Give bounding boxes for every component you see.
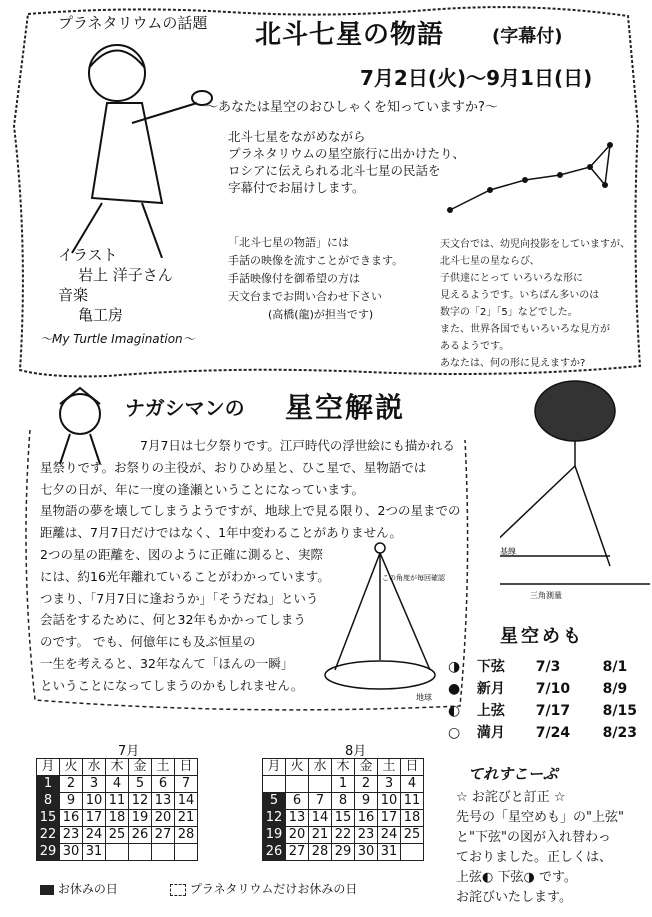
day-cell [152, 844, 175, 861]
baseline-label: 基線 [500, 547, 516, 556]
day-cell: 7 [309, 793, 332, 810]
parallax-diagram [320, 540, 450, 710]
dipper-shape-note [440, 236, 630, 372]
body-line: 星祭りです。お祭りの主役が、おりひめ星と、ひこ星で、星物語では [40, 459, 427, 475]
note-line: 数字の「2」「5」などでした。 [440, 307, 578, 318]
phase-date-july: 7/17 [535, 703, 571, 719]
day-cell: 13 [286, 810, 309, 827]
day-cell: 5 [263, 793, 286, 810]
body-line: つまり、「7月7日に逢おうか」「そうだね」という [40, 590, 319, 606]
day-cell: 14 [175, 793, 198, 810]
note-line: 子供達にとって いろいろな形に [440, 273, 583, 284]
calendar-week [263, 776, 424, 793]
phase-date-aug: 8/9 [602, 681, 628, 697]
day-cell: 1 [37, 776, 60, 793]
weekday: 月 [263, 759, 286, 776]
phase-name: 上弦 [476, 703, 505, 719]
day-cell: 26 [263, 844, 286, 861]
moon-phase-table [448, 656, 638, 746]
page-title: 北斗七星の物語 [255, 20, 445, 50]
day-cell: 22 [332, 827, 355, 844]
calendar-week [37, 844, 198, 861]
day-cell: 24 [83, 827, 106, 844]
calendar-header-row [37, 759, 198, 776]
last-quarter-icon: ◑ [448, 659, 461, 675]
date-range: 7月2日(火)〜9月1日(日) [360, 66, 593, 90]
day-cell: 21 [175, 810, 198, 827]
day-cell: 25 [401, 827, 424, 844]
day-cell: 30 [355, 844, 378, 861]
weekday: 土 [378, 759, 401, 776]
day-cell: 5 [129, 776, 152, 793]
legend-planetarium-label: プラネタリウムだけお休みの日 [189, 882, 358, 896]
weekday: 月 [37, 759, 60, 776]
day-cell: 14 [309, 810, 332, 827]
day-cell: 13 [152, 793, 175, 810]
music-label: 音楽 [58, 286, 89, 304]
corrections-title: てれすこーぷ [468, 765, 558, 783]
day-cell [309, 776, 332, 793]
day-cell: 31 [378, 844, 401, 861]
note-line: (高橋(龍)が担当です) [268, 308, 374, 321]
calendar-header-row [263, 759, 424, 776]
kicker-text: プラネタリウムの話題 [58, 14, 208, 32]
corr-line: ☆ お詫びと訂正 ☆ [456, 790, 566, 805]
day-cell: 2 [60, 776, 83, 793]
body-line: 2つの星の距離を、図のように正確に測ると、実際 [40, 546, 323, 562]
phase-date-aug: 8/1 [602, 659, 628, 675]
day-cell: 20 [152, 810, 175, 827]
day-cell: 6 [286, 793, 309, 810]
day-cell: 28 [175, 827, 198, 844]
day-cell: 7 [175, 776, 198, 793]
day-cell: 18 [106, 810, 129, 827]
day-cell: 16 [355, 810, 378, 827]
intro-line: ロシアに伝えられる北斗七星の民話を [228, 163, 441, 178]
day-cell: 10 [83, 793, 106, 810]
note-line: 手話映像付を御希望の方は [228, 272, 360, 285]
day-cell: 28 [309, 844, 332, 861]
sign-language-note [228, 234, 438, 324]
moon-row [448, 700, 637, 722]
day-cell: 9 [60, 793, 83, 810]
august-caption: 8月 [345, 744, 367, 759]
body-line: ということになってしまうのかもしれません。 [40, 677, 304, 693]
music-theme: 〜My Turtle Imagination〜 [40, 332, 195, 346]
body-line: 距離は、7月7日だけではなく、1年中変わることがありません。 [40, 525, 402, 541]
calendar-week [263, 810, 424, 827]
body-line: 会話をするために、何と32年もかかってしまう [40, 612, 306, 628]
corr-line: 先号の「星空めも」の"上弦" [456, 810, 624, 825]
day-cell: 2 [355, 776, 378, 793]
triangulation-illustration [500, 376, 650, 616]
phase-name: 満月 [476, 725, 505, 741]
weekday: 水 [309, 759, 332, 776]
triangulation-label: 三角測量 [530, 591, 562, 600]
credits [58, 245, 173, 325]
closed-day-icon [40, 885, 54, 895]
day-cell: 15 [37, 810, 60, 827]
day-cell: 23 [60, 827, 83, 844]
music-name: 亀工房 [78, 306, 124, 324]
legend-closed-label: お休みの日 [57, 882, 118, 896]
day-cell: 3 [83, 776, 106, 793]
day-cell: 6 [152, 776, 175, 793]
day-cell: 24 [378, 827, 401, 844]
girl-with-ladle-illustration [22, 28, 222, 258]
illust-name: 岩上 洋子さん [78, 266, 173, 284]
day-cell: 21 [309, 827, 332, 844]
phase-name: 下弦 [476, 659, 505, 675]
calendar-week [263, 793, 424, 810]
day-cell [286, 776, 309, 793]
day-cell: 15 [332, 810, 355, 827]
weekday: 日 [175, 759, 198, 776]
weekday: 木 [332, 759, 355, 776]
day-cell: 3 [378, 776, 401, 793]
day-cell [129, 844, 152, 861]
column-title: 星空解説 [285, 391, 406, 424]
calendar-week [37, 776, 198, 793]
legend-closed [40, 880, 118, 897]
corr-line: お詫びいたします。 [456, 890, 572, 905]
moon-row [448, 678, 627, 700]
intro-line: プラネタリウムの星空旅行に出かけたり、 [228, 146, 466, 161]
calendar-week [37, 793, 198, 810]
corr-line: ておりました。正しくは、 [456, 850, 613, 865]
day-cell: 19 [263, 827, 286, 844]
body-line: 星物語の夢を壊してしまうようですが、地球上で見る限り、2つの星までの [40, 503, 461, 519]
note-line: あるようです。 [440, 341, 510, 352]
weekday: 日 [401, 759, 424, 776]
intro-text [228, 128, 498, 196]
day-cell: 29 [332, 844, 355, 861]
day-cell: 23 [355, 827, 378, 844]
day-cell: 22 [37, 827, 60, 844]
calendar-week [263, 827, 424, 844]
day-cell: 27 [152, 827, 175, 844]
note-line: また、世界各国でもいろいろな見方が [440, 324, 610, 335]
day-cell: 8 [37, 793, 60, 810]
intro-line: 北斗七星をながめながら [228, 129, 366, 144]
day-cell [263, 776, 286, 793]
intro-line: 字幕付でお届けします。 [228, 180, 365, 195]
day-cell: 17 [378, 810, 401, 827]
star-memo-title: 星空めも [500, 626, 584, 647]
day-cell: 26 [129, 827, 152, 844]
day-cell: 12 [263, 810, 286, 827]
day-cell [106, 844, 129, 861]
day-cell: 30 [60, 844, 83, 861]
day-cell: 29 [37, 844, 60, 861]
calendar-week [37, 827, 198, 844]
day-cell: 1 [332, 776, 355, 793]
corrections-text [456, 788, 646, 908]
weekday: 金 [129, 759, 152, 776]
day-cell: 11 [106, 793, 129, 810]
legend-planetarium-closed [170, 880, 357, 897]
weekday: 土 [152, 759, 175, 776]
body-line: 一生を考えると、32年なんて「ほんの一瞬」 [40, 655, 294, 671]
note-line: 「北斗七星の物語」には [228, 236, 349, 249]
body-line: のです。 でも、何億年にも及ぶ恒星の [40, 634, 256, 650]
body-line: 7月7日は七夕祭りです。江戸時代の浮世絵にも描かれる [140, 438, 455, 453]
day-cell [401, 844, 424, 861]
day-cell: 12 [129, 793, 152, 810]
day-cell: 9 [355, 793, 378, 810]
full-moon-icon: ○ [448, 725, 461, 741]
calendar-week [37, 810, 198, 827]
day-cell: 31 [83, 844, 106, 861]
tagline: 〜あなたは星空のおひしゃくを知っていますか?〜 [205, 100, 498, 115]
moon-row [448, 722, 637, 744]
note-line: あなたは、何の形に見えますか? [440, 358, 586, 369]
weekday: 木 [106, 759, 129, 776]
body-line: には、約16光年離れていることがわかっています。 [40, 568, 330, 584]
july-caption: 7月 [118, 744, 140, 759]
phase-date-july: 7/10 [535, 681, 571, 697]
weekday: 火 [60, 759, 83, 776]
note-line: 見えるようです。いちばん多いのは [440, 290, 600, 301]
day-cell: 8 [332, 793, 355, 810]
day-cell: 17 [83, 810, 106, 827]
phase-date-july: 7/3 [535, 659, 561, 675]
angle-note: この角度が毎回確認 [382, 574, 445, 582]
day-cell: 4 [401, 776, 424, 793]
new-moon-icon: ● [448, 681, 461, 697]
phase-date-aug: 8/15 [602, 703, 637, 719]
day-cell: 10 [378, 793, 401, 810]
note-line: 天文台までお問い合わせ下さい [228, 290, 382, 303]
corr-line: と"下弦"の図が入れ替わっ [456, 830, 611, 845]
weekday: 金 [355, 759, 378, 776]
calendar-week [263, 844, 424, 861]
day-cell: 25 [106, 827, 129, 844]
phase-date-aug: 8/23 [602, 725, 637, 741]
illust-label: イラスト [58, 246, 118, 264]
corr-line: 上弦◐ 下弦◑ です。 [456, 870, 577, 885]
day-cell: 18 [401, 810, 424, 827]
earth-label: 地球 [416, 693, 432, 702]
weekday: 水 [83, 759, 106, 776]
day-cell [175, 844, 198, 861]
day-cell: 16 [60, 810, 83, 827]
note-line: 手話の映像を流すことができます。 [228, 254, 404, 267]
column-title-prefix: ナガシマンの [125, 396, 245, 420]
planetarium-closed-icon [170, 884, 186, 896]
note-line: 天文台では、幼児向投影をしていますが、北斗七星の星ならび、 [440, 239, 630, 267]
body-line: 七夕の日が、年に一度の逢瀬ということになっています。 [40, 481, 365, 497]
first-quarter-icon: ◐ [448, 703, 461, 719]
day-cell: 4 [106, 776, 129, 793]
august-calendar [262, 758, 424, 861]
phase-date-july: 7/24 [535, 725, 571, 741]
july-calendar [36, 758, 198, 861]
day-cell: 11 [401, 793, 424, 810]
weekday: 火 [286, 759, 309, 776]
phase-name: 新月 [476, 681, 505, 697]
day-cell: 20 [286, 827, 309, 844]
day-cell: 19 [129, 810, 152, 827]
moon-row [448, 656, 627, 678]
page-title-sub: (字幕付) [492, 26, 563, 47]
day-cell: 27 [286, 844, 309, 861]
